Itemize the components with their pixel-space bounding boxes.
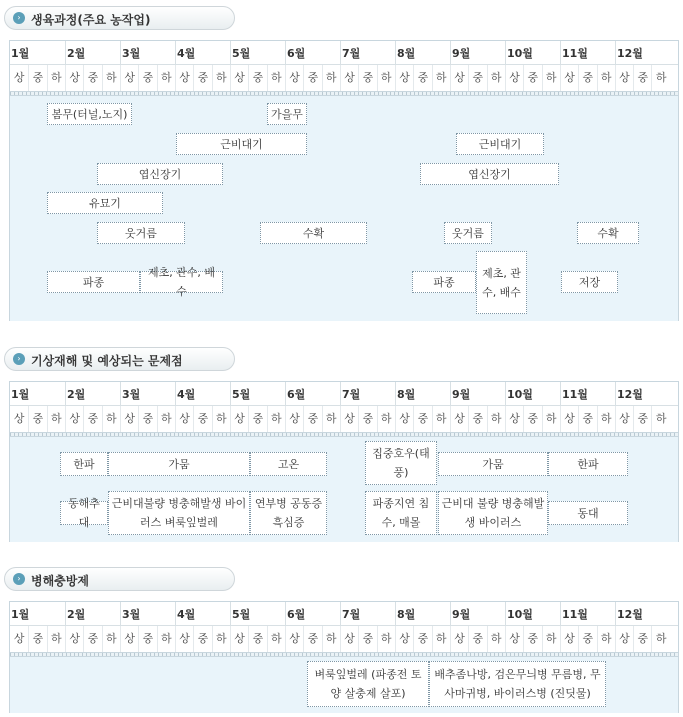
section-title-label: 기상재해 및 예상되는 문제점 <box>31 354 183 368</box>
month-label: 4월 <box>175 382 230 406</box>
period-label: 상 <box>340 65 358 91</box>
month-label: 12월 <box>615 382 670 406</box>
period-header <box>10 65 678 91</box>
bar-storage: 저장 <box>561 271 618 293</box>
month-label: 6월 <box>285 41 340 65</box>
month-label: 5월 <box>230 382 285 406</box>
bar-weeding: 제초, 관수, 배수 <box>476 251 527 314</box>
period-label: 상 <box>175 626 193 652</box>
period-label: 중 <box>578 406 596 432</box>
period-label: 하 <box>432 65 450 91</box>
period-label: 중 <box>83 406 101 432</box>
bar-spring-radish: 봄무(터널,노지) <box>47 103 132 125</box>
period-label: 상 <box>615 406 633 432</box>
bullet-arrow-icon: › <box>13 353 25 365</box>
period-label: 하 <box>212 406 230 432</box>
section-title-label: 생육과정(주요 농작업) <box>31 13 151 27</box>
bar-soft-rot: 연부병 공동증 흑심증 <box>250 491 327 535</box>
bar-drought: 가뭄 <box>108 452 250 476</box>
period-label: 상 <box>450 626 468 652</box>
period-label: 중 <box>303 626 321 652</box>
month-label: 1월 <box>11 47 30 60</box>
section-title-growth <box>4 6 235 30</box>
period-label: 중 <box>578 65 596 91</box>
month-label: 8월 <box>395 41 450 65</box>
month-header <box>10 382 678 406</box>
bar-root-problems: 근비대불량 병충해발생 바이러스 벼룩잎벌레 <box>108 491 250 535</box>
period-label: 하 <box>377 65 395 91</box>
period-label: 중 <box>468 626 486 652</box>
period-label: 중 <box>248 406 266 432</box>
bar-area <box>10 437 678 542</box>
period-label: 상 <box>13 412 25 425</box>
period-label: 중 <box>523 65 541 91</box>
month-label: 9월 <box>450 602 505 626</box>
month-label: 10월 <box>505 382 560 406</box>
bar-root-problems: 근비대 불량 병충해발생 바이러스 <box>438 491 548 535</box>
period-label: 중 <box>413 65 431 91</box>
period-label: 하 <box>102 406 120 432</box>
bar-sowing-delay: 파종지연 침수, 매몰 <box>365 491 437 535</box>
bar-heavy-rain: 집중호우(태풍) <box>365 441 437 485</box>
period-label: 상 <box>560 626 578 652</box>
period-label: 하 <box>377 406 395 432</box>
period-label: 상 <box>450 406 468 432</box>
period-header <box>10 406 678 432</box>
period-label: 하 <box>542 65 560 91</box>
month-label: 2월 <box>65 382 120 406</box>
period-label: 상 <box>395 406 413 432</box>
period-label: 상 <box>13 632 25 645</box>
period-label: 중 <box>193 65 211 91</box>
month-label: 11월 <box>560 382 615 406</box>
period-label: 하 <box>542 406 560 432</box>
period-label: 상 <box>175 406 193 432</box>
period-label: 중 <box>468 65 486 91</box>
period-label: 상 <box>285 406 303 432</box>
month-label: 3월 <box>120 41 175 65</box>
timeline-pest <box>9 601 679 713</box>
period-label: 상 <box>120 65 138 91</box>
bar-top-dressing: 웃거름 <box>97 222 185 244</box>
bar-cold-wave: 한파 <box>60 452 108 476</box>
period-label: 중 <box>413 406 431 432</box>
month-label: 1월 <box>11 388 30 401</box>
period-label: 하 <box>267 626 285 652</box>
period-label: 하 <box>651 406 669 432</box>
period-label: 상 <box>395 626 413 652</box>
period-label: 중 <box>523 626 541 652</box>
month-header <box>10 602 678 626</box>
bullet-arrow-icon: › <box>13 573 25 585</box>
period-label: 하 <box>267 65 285 91</box>
month-label: 6월 <box>285 602 340 626</box>
period-label: 하 <box>157 406 175 432</box>
period-label: 상 <box>505 406 523 432</box>
period-label: 상 <box>340 406 358 432</box>
month-label: 5월 <box>230 41 285 65</box>
month-label: 10월 <box>505 602 560 626</box>
month-label: 3월 <box>120 382 175 406</box>
period-label: 중 <box>303 65 321 91</box>
period-label: 하 <box>322 406 340 432</box>
period-label: 하 <box>157 65 175 91</box>
period-label: 상 <box>560 406 578 432</box>
period-label: 중 <box>633 65 651 91</box>
period-label: 상 <box>13 71 25 84</box>
bar-top-dressing: 웃거름 <box>444 222 492 244</box>
period-label: 하 <box>47 65 65 91</box>
period-header <box>10 626 678 652</box>
period-label: 하 <box>322 626 340 652</box>
month-label: 6월 <box>285 382 340 406</box>
bar-harvest: 수확 <box>260 222 367 244</box>
period-label: 중 <box>578 626 596 652</box>
timeline-growth <box>9 40 679 321</box>
month-label: 11월 <box>560 41 615 65</box>
bar-autumn-radish: 가을무 <box>267 103 307 125</box>
period-label: 중 <box>138 406 156 432</box>
month-label: 3월 <box>120 602 175 626</box>
bar-sowing: 파종 <box>412 271 476 293</box>
month-label: 4월 <box>175 602 230 626</box>
period-label: 상 <box>120 406 138 432</box>
period-label: 상 <box>65 65 83 91</box>
bar-seedling: 유묘기 <box>47 192 163 214</box>
period-label: 중 <box>358 65 376 91</box>
period-label: 상 <box>615 65 633 91</box>
bar-leaf-growth: 엽신장기 <box>97 163 223 185</box>
month-label: 7월 <box>340 602 395 626</box>
period-label: 상 <box>175 65 193 91</box>
month-label: 5월 <box>230 602 285 626</box>
bar-high-temp: 고온 <box>250 452 327 476</box>
month-label: 11월 <box>560 602 615 626</box>
month-label: 2월 <box>65 602 120 626</box>
month-label: 2월 <box>65 41 120 65</box>
month-label: 7월 <box>340 382 395 406</box>
timeline-weather <box>9 381 679 542</box>
month-label: 1월 <box>11 608 30 621</box>
month-label: 12월 <box>615 602 670 626</box>
month-label: 10월 <box>505 41 560 65</box>
period-label: 하 <box>542 626 560 652</box>
period-label: 하 <box>651 626 669 652</box>
period-label: 하 <box>597 65 615 91</box>
period-label: 상 <box>615 626 633 652</box>
bar-frost: 동대 <box>548 501 628 525</box>
section-title-label: 병해충방제 <box>31 574 89 588</box>
period-label: 중 <box>28 626 46 652</box>
period-label: 중 <box>523 406 541 432</box>
period-label: 중 <box>358 406 376 432</box>
period-label: 하 <box>102 626 120 652</box>
section-title-pest <box>4 567 235 591</box>
bar-flea-beetle: 벼룩잎벌레 (파종전 토양 살충제 살포) <box>307 661 429 707</box>
period-label: 하 <box>377 626 395 652</box>
month-label: 12월 <box>615 41 670 65</box>
period-label: 하 <box>651 65 669 91</box>
period-label: 중 <box>83 65 101 91</box>
bar-harvest: 수확 <box>577 222 639 244</box>
month-label: 8월 <box>395 382 450 406</box>
period-label: 하 <box>487 65 505 91</box>
period-label: 상 <box>285 626 303 652</box>
period-label: 하 <box>487 406 505 432</box>
month-label: 9월 <box>450 382 505 406</box>
period-label: 상 <box>450 65 468 91</box>
period-label: 상 <box>230 626 248 652</box>
bullet-arrow-icon: › <box>13 12 25 24</box>
period-label: 중 <box>83 626 101 652</box>
period-label: 중 <box>248 626 266 652</box>
period-label: 상 <box>230 406 248 432</box>
period-label: 하 <box>212 626 230 652</box>
period-label: 중 <box>358 626 376 652</box>
period-label: 하 <box>102 65 120 91</box>
bar-drought: 가뭄 <box>438 452 548 476</box>
bar-weeding: 제초, 관수, 배수 <box>140 271 223 293</box>
period-label: 하 <box>597 406 615 432</box>
bar-frost-bolting: 동해추대 <box>60 501 108 525</box>
period-label: 중 <box>28 406 46 432</box>
bar-diseases: 배추좀나방, 검은무늬병 무름병, 무사마귀병, 바이러스병 (진딧물) <box>429 661 606 707</box>
period-label: 중 <box>633 626 651 652</box>
bar-root-growth: 근비대기 <box>176 133 307 155</box>
period-label: 중 <box>413 626 431 652</box>
period-label: 하 <box>432 626 450 652</box>
period-label: 하 <box>597 626 615 652</box>
period-label: 중 <box>28 65 46 91</box>
bar-leaf-growth: 엽신장기 <box>420 163 559 185</box>
period-label: 상 <box>340 626 358 652</box>
bar-area <box>10 657 678 713</box>
period-label: 중 <box>193 406 211 432</box>
period-label: 상 <box>120 626 138 652</box>
period-label: 중 <box>193 626 211 652</box>
period-label: 중 <box>138 65 156 91</box>
period-label: 상 <box>65 406 83 432</box>
period-label: 하 <box>432 406 450 432</box>
period-label: 상 <box>505 65 523 91</box>
period-label: 상 <box>560 65 578 91</box>
period-label: 하 <box>157 626 175 652</box>
period-label: 상 <box>505 626 523 652</box>
period-label: 중 <box>303 406 321 432</box>
bar-area <box>10 96 678 321</box>
month-label: 9월 <box>450 41 505 65</box>
bar-sowing: 파종 <box>47 271 140 293</box>
section-title-weather <box>4 347 235 371</box>
month-header <box>10 41 678 65</box>
period-label: 상 <box>230 65 248 91</box>
period-label: 하 <box>212 65 230 91</box>
period-label: 상 <box>395 65 413 91</box>
period-label: 중 <box>248 65 266 91</box>
period-label: 중 <box>468 406 486 432</box>
month-label: 4월 <box>175 41 230 65</box>
month-label: 7월 <box>340 41 395 65</box>
period-label: 상 <box>65 626 83 652</box>
period-label: 하 <box>487 626 505 652</box>
bar-cold-wave: 한파 <box>548 452 628 476</box>
period-label: 하 <box>267 406 285 432</box>
period-label: 하 <box>47 626 65 652</box>
month-label: 8월 <box>395 602 450 626</box>
period-label: 중 <box>633 406 651 432</box>
period-label: 하 <box>47 406 65 432</box>
period-label: 상 <box>285 65 303 91</box>
period-label: 하 <box>322 65 340 91</box>
bar-root-growth: 근비대기 <box>456 133 544 155</box>
period-label: 중 <box>138 626 156 652</box>
